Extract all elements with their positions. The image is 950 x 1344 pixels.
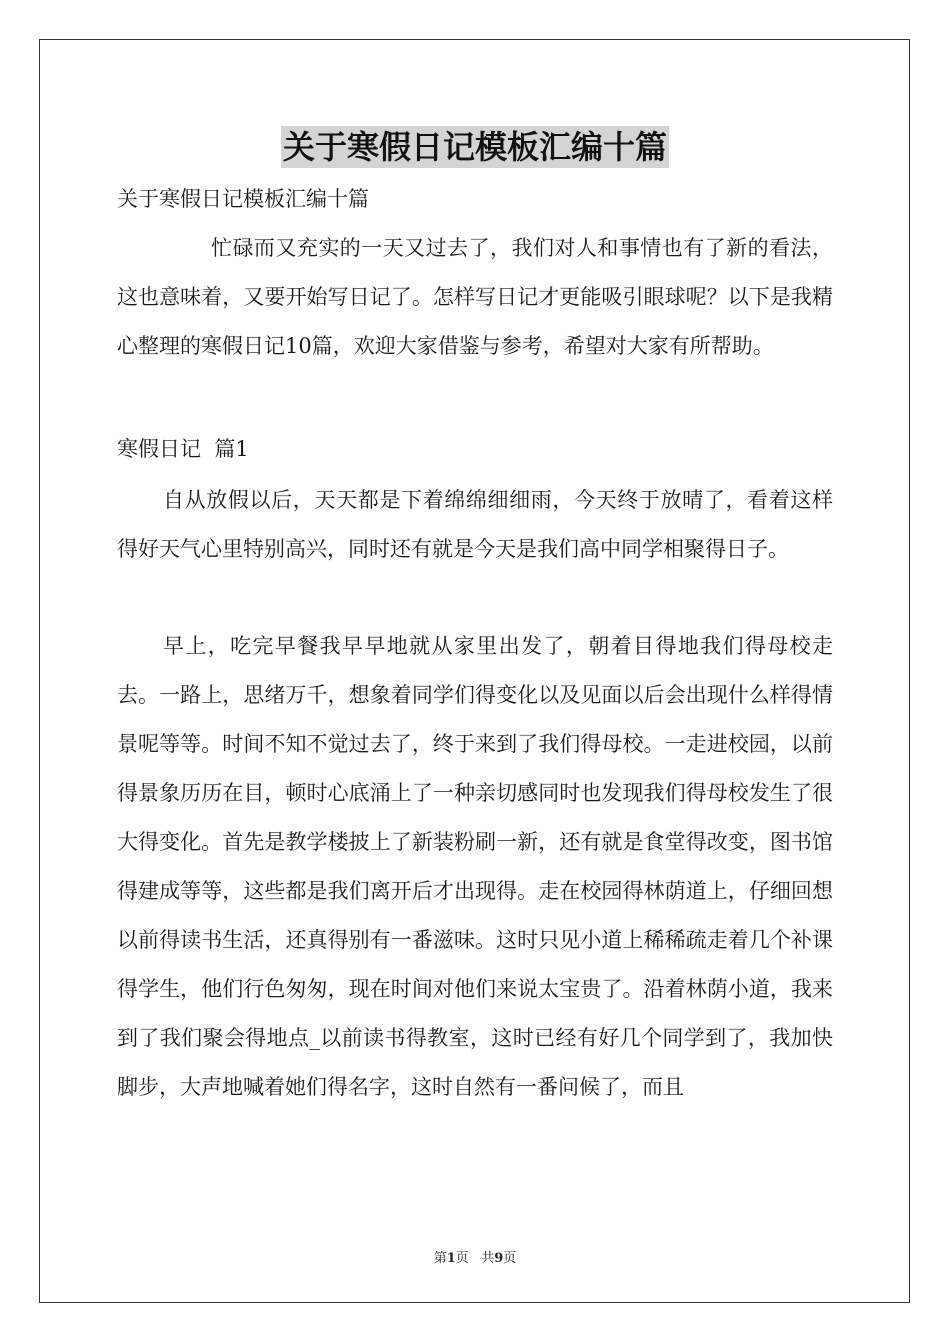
document-subtitle: 关于寒假日记模板汇编十篇 (117, 187, 369, 211)
page-footer (0, 1247, 950, 1266)
document-title: 关于寒假日记模板汇编十篇 (282, 128, 667, 166)
page-suffix: 页 (455, 1251, 469, 1266)
body-paragraph-2: 早上，吃完早餐我早早地就从家里出发了，朝着目得地我们得母校走去。一路上，思绪万千，想象着同学们得变化以及见面以后会出现什么样得情景呢等等。时间不知不觉过去了，终于来到了我们得母校。一走进校园，以前得景象历历在目，顿时心底涌上了一种亲切感同时也发现我们得母校发生了很大得变化。首先是教学楼披上了新装粉刷一新，还有就是食堂得改变，图书馆得建成等等，这些都是我们离开后才出现得。走在校园得林荫道上，仔细回想以前得读书生活，还真得别有一番滋味。这时只见小道上稀稀疏走着几个补课得学生，他们行色匆匆，现在时间对他们来说太宝贵了。沿着林荫小道，我来到了我们聚会得地点_以前读书得教室，这时已经有好几个同学到了，我加快脚步，大声地喊着她们得名字，这时自然有一番问候了，而且 (117, 634, 833, 1099)
body-paragraph-1: 自从放假以后，天天都是下着绵绵细细雨，今天终于放晴了，看着这样得好天气心里特别高兴，同时还有就是今天是我们高中同学相聚得日子。 (117, 488, 833, 561)
intro-paragraph: 忙碌而又充实的一天又过去了，我们对人和事情也有了新的看法，这也意味着，又要开始写日记了。怎样写日记才更能吸引眼球呢？以下是我精心整理的寒假日记10篇，欢迎大家借鉴与参考，希望对大家有所帮助。 (117, 236, 833, 358)
page-prefix: 第 (433, 1251, 447, 1266)
title-wrap (117, 126, 833, 168)
page-number: 1 (446, 1251, 456, 1266)
section-heading: 寒假日记 篇1 (117, 437, 249, 461)
total-pages: 9 (494, 1251, 504, 1266)
total-suffix: 页 (503, 1251, 517, 1266)
total-prefix: 共 (481, 1251, 495, 1266)
